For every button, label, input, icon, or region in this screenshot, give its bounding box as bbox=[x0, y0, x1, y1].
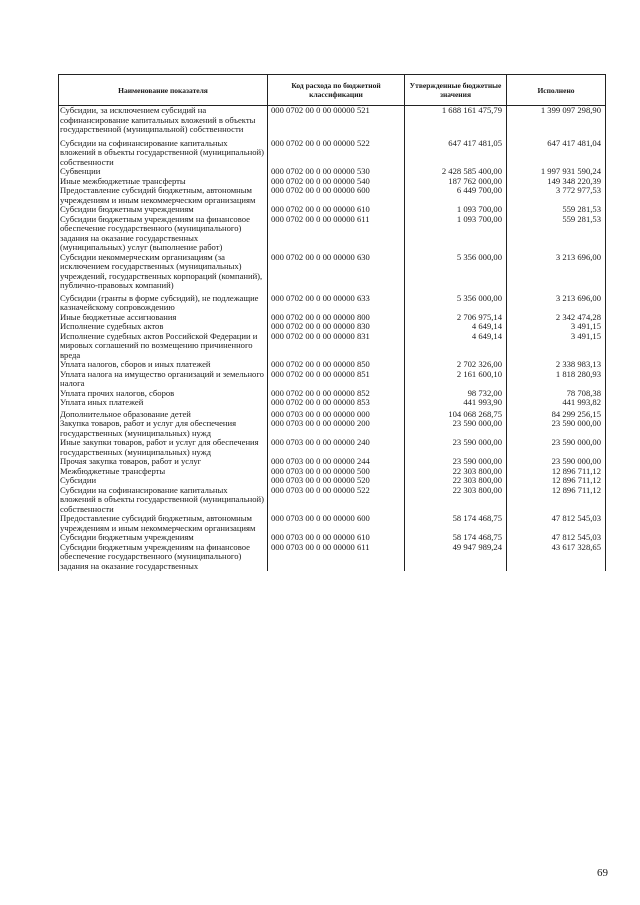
cell-approved: 5 356 000,00 bbox=[405, 291, 507, 313]
table-row bbox=[59, 398, 606, 408]
cell-approved: 22 303 800,00 bbox=[405, 467, 507, 477]
cell-code: 000 0702 00 0 00 00000 521 bbox=[268, 106, 405, 135]
cell-executed: 149 348 220,39 bbox=[507, 177, 606, 187]
cell-code: 000 0703 00 0 00 00000 520 bbox=[268, 476, 405, 486]
cell-name: Субсидии бюджетным учреждениям на финансовое обеспечение государственного (муниципального) задания на оказание государственных bbox=[59, 543, 268, 572]
cell-executed: 12 896 711,12 bbox=[507, 467, 606, 477]
cell-approved: 1 093 700,00 bbox=[405, 205, 507, 215]
table-row bbox=[59, 543, 606, 572]
cell-code: 000 0702 00 0 00 00000 540 bbox=[268, 177, 405, 187]
cell-code: 000 0702 00 0 00 00000 800 bbox=[268, 313, 405, 323]
header-executed: Исполнено bbox=[507, 75, 606, 106]
cell-approved: 4 649,14 bbox=[405, 322, 507, 332]
cell-approved: 2 706 975,14 bbox=[405, 313, 507, 323]
cell-approved: 2 161 600,10 bbox=[405, 370, 507, 389]
cell-name: Прочая закупка товаров, работ и услуг bbox=[59, 457, 268, 467]
cell-executed: 78 708,38 bbox=[507, 389, 606, 399]
cell-approved: 441 993,90 bbox=[405, 398, 507, 408]
table-row bbox=[59, 186, 606, 205]
cell-name: Иные закупки товаров, работ и услуг для обеспечения государственных (муниципальных) нужд bbox=[59, 438, 268, 457]
cell-code: 000 0702 00 0 00 00000 522 bbox=[268, 135, 405, 168]
cell-code: 000 0702 00 0 00 00000 852 bbox=[268, 389, 405, 399]
cell-name: Дополнительное образование детей bbox=[59, 408, 268, 420]
cell-approved: 58 174 468,75 bbox=[405, 514, 507, 533]
table-row bbox=[59, 291, 606, 313]
cell-code: 000 0702 00 0 00 00000 530 bbox=[268, 167, 405, 177]
cell-name: Исполнение судебных актов Российской Федерации и мировых соглашений по возмещению причиненного вреда bbox=[59, 332, 268, 361]
cell-name: Межбюджетные трансферты bbox=[59, 467, 268, 477]
cell-approved: 49 947 989,24 bbox=[405, 543, 507, 572]
cell-approved: 5 356 000,00 bbox=[405, 253, 507, 291]
cell-name: Уплата налогов, сборов и иных платежей bbox=[59, 360, 268, 370]
table-row bbox=[59, 135, 606, 168]
cell-name: Субсидии бюджетным учреждениям bbox=[59, 205, 268, 215]
cell-executed: 23 590 000,00 bbox=[507, 457, 606, 467]
cell-executed: 1 818 280,93 bbox=[507, 370, 606, 389]
cell-approved: 2 702 326,00 bbox=[405, 360, 507, 370]
cell-code: 000 0702 00 0 00 00000 633 bbox=[268, 291, 405, 313]
cell-name: Уплата иных платежей bbox=[59, 398, 268, 408]
cell-executed: 2 338 983,13 bbox=[507, 360, 606, 370]
header-approved: Утвержденные бюджетные значения bbox=[405, 75, 507, 106]
cell-approved: 58 174 468,75 bbox=[405, 533, 507, 543]
table-header bbox=[59, 75, 606, 106]
cell-code: 000 0702 00 0 00 00000 611 bbox=[268, 215, 405, 253]
cell-code: 000 0702 00 0 00 00000 600 bbox=[268, 186, 405, 205]
cell-approved: 22 303 800,00 bbox=[405, 476, 507, 486]
cell-executed: 559 281,53 bbox=[507, 215, 606, 253]
cell-name: Предоставление субсидий бюджетным, автономным учреждениям и иным некоммерческим организациям bbox=[59, 514, 268, 533]
header-row bbox=[59, 75, 606, 106]
cell-executed: 3 491,15 bbox=[507, 332, 606, 361]
cell-executed: 1 399 097 298,90 bbox=[507, 106, 606, 135]
cell-approved: 104 068 268,75 bbox=[405, 408, 507, 420]
table-row bbox=[59, 332, 606, 361]
cell-approved: 23 590 000,00 bbox=[405, 438, 507, 457]
cell-approved: 4 649,14 bbox=[405, 332, 507, 361]
cell-name: Субсидии бюджетным учреждениям bbox=[59, 533, 268, 543]
cell-name: Субсидии на софинансирование капитальных вложений в объекты государственной (муниципальной) собственности bbox=[59, 486, 268, 515]
header-code: Код расхода по бюджетной классификации bbox=[268, 75, 405, 106]
page-number: 69 bbox=[597, 867, 608, 879]
cell-approved: 2 428 585 400,00 bbox=[405, 167, 507, 177]
budget-table bbox=[58, 74, 606, 571]
cell-code: 000 0703 00 0 00 00000 244 bbox=[268, 457, 405, 467]
cell-executed: 3 491,15 bbox=[507, 322, 606, 332]
cell-approved: 187 762 000,00 bbox=[405, 177, 507, 187]
cell-code: 000 0702 00 0 00 00000 610 bbox=[268, 205, 405, 215]
cell-code: 000 0703 00 0 00 00000 600 bbox=[268, 514, 405, 533]
cell-name: Субсидии на софинансирование капитальных вложений в объекты государственной (муниципальной) собственности bbox=[59, 135, 268, 168]
cell-approved: 6 449 700,00 bbox=[405, 186, 507, 205]
table-row bbox=[59, 438, 606, 457]
table-row bbox=[59, 106, 606, 135]
table-row bbox=[59, 215, 606, 253]
cell-executed: 1 997 931 590,24 bbox=[507, 167, 606, 177]
cell-name: Уплата налога на имущество организаций и земельного налога bbox=[59, 370, 268, 389]
cell-name: Исполнение судебных актов bbox=[59, 322, 268, 332]
cell-code: 000 0703 00 0 00 00000 611 bbox=[268, 543, 405, 572]
cell-code: 000 0702 00 0 00 00000 850 bbox=[268, 360, 405, 370]
header-name: Наименование показателя bbox=[59, 75, 268, 106]
cell-code: 000 0703 00 0 00 00000 240 bbox=[268, 438, 405, 457]
cell-approved: 22 303 800,00 bbox=[405, 486, 507, 515]
cell-code: 000 0703 00 0 00 00000 522 bbox=[268, 486, 405, 515]
cell-executed: 47 812 545,03 bbox=[507, 514, 606, 533]
table-row bbox=[59, 370, 606, 389]
cell-executed: 12 896 711,12 bbox=[507, 476, 606, 486]
cell-name: Иные бюджетные ассигнования bbox=[59, 313, 268, 323]
cell-code: 000 0702 00 0 00 00000 831 bbox=[268, 332, 405, 361]
cell-approved: 647 417 481,05 bbox=[405, 135, 507, 168]
cell-executed: 43 617 328,65 bbox=[507, 543, 606, 572]
cell-approved: 1 093 700,00 bbox=[405, 215, 507, 253]
cell-code: 000 0703 00 0 00 00000 200 bbox=[268, 419, 405, 438]
cell-executed: 3 213 696,00 bbox=[507, 291, 606, 313]
cell-approved: 1 688 161 475,79 bbox=[405, 106, 507, 135]
cell-executed: 2 342 474,28 bbox=[507, 313, 606, 323]
cell-approved: 23 590 000,00 bbox=[405, 457, 507, 467]
table-row bbox=[59, 253, 606, 291]
cell-name: Субсидии bbox=[59, 476, 268, 486]
cell-executed: 3 772 977,53 bbox=[507, 186, 606, 205]
cell-code: 000 0703 00 0 00 00000 500 bbox=[268, 467, 405, 477]
cell-name: Субвенции bbox=[59, 167, 268, 177]
cell-name: Иные межбюджетные трансферты bbox=[59, 177, 268, 187]
cell-executed: 84 299 256,15 bbox=[507, 408, 606, 420]
cell-executed: 441 993,82 bbox=[507, 398, 606, 408]
cell-code: 000 0702 00 0 00 00000 853 bbox=[268, 398, 405, 408]
table-body bbox=[59, 106, 606, 572]
cell-executed: 559 281,53 bbox=[507, 205, 606, 215]
cell-name: Субсидии (гранты в форме субсидий), не подлежащие казначейскому сопровождению bbox=[59, 291, 268, 313]
cell-code: 000 0703 00 0 00 00000 610 bbox=[268, 533, 405, 543]
cell-executed: 23 590 000,00 bbox=[507, 419, 606, 438]
cell-name: Субсидии некоммерческим организациям (за исключением государственных (муниципальных) учреждений, государственных корпораций (компаний), публично-правовых компаний) bbox=[59, 253, 268, 291]
cell-executed: 47 812 545,03 bbox=[507, 533, 606, 543]
cell-executed: 23 590 000,00 bbox=[507, 438, 606, 457]
cell-name: Субсидии бюджетным учреждениям на финансовое обеспечение государственного (муниципального) задания на оказание государственных (муниципальных) услуг (выполнение работ) bbox=[59, 215, 268, 253]
cell-code: 000 0702 00 0 00 00000 851 bbox=[268, 370, 405, 389]
cell-executed: 12 896 711,12 bbox=[507, 486, 606, 515]
cell-name: Предоставление субсидий бюджетным, автономным учреждениям и иным некоммерческим организациям bbox=[59, 186, 268, 205]
cell-approved: 98 732,00 bbox=[405, 389, 507, 399]
cell-name: Закупка товаров, работ и услуг для обеспечения государственных (муниципальных) нужд bbox=[59, 419, 268, 438]
cell-name: Субсидии, за исключением субсидий на софинансирование капитальных вложений в объекты государственной (муниципальной) собственности bbox=[59, 106, 268, 135]
cell-code: 000 0702 00 0 00 00000 830 bbox=[268, 322, 405, 332]
table-row bbox=[59, 514, 606, 533]
table-row bbox=[59, 486, 606, 515]
cell-executed: 647 417 481,04 bbox=[507, 135, 606, 168]
cell-executed: 3 213 696,00 bbox=[507, 253, 606, 291]
table-row bbox=[59, 419, 606, 438]
cell-approved: 23 590 000,00 bbox=[405, 419, 507, 438]
cell-code: 000 0702 00 0 00 00000 630 bbox=[268, 253, 405, 291]
cell-code: 000 0703 00 0 00 00000 000 bbox=[268, 408, 405, 420]
cell-name: Уплата прочих налогов, сборов bbox=[59, 389, 268, 399]
